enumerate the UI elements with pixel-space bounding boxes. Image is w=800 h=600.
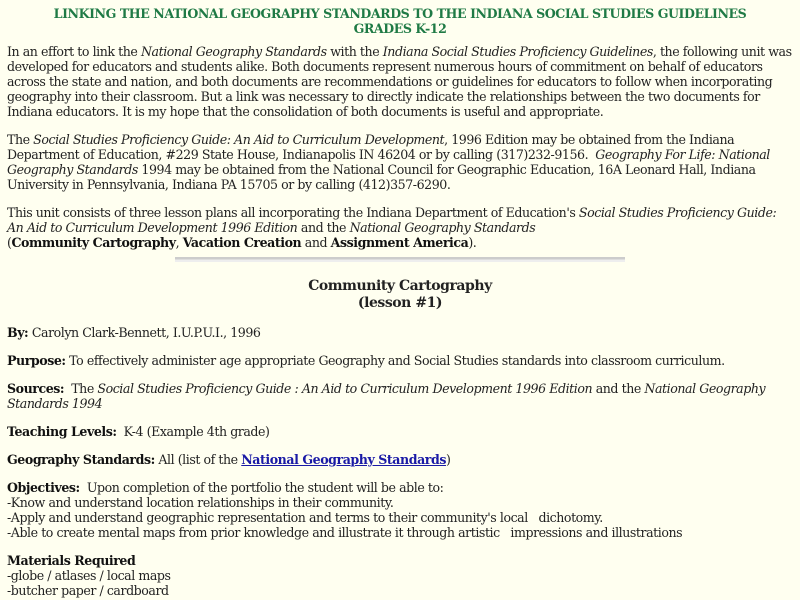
divider (175, 257, 625, 262)
lesson-materials-label: Materials Required (7, 553, 136, 568)
lesson-levels: K-4 (Example 4th grade) (116, 424, 270, 439)
intro-i2: Indiana Social Studies Proficiency Guidelines (382, 44, 653, 59)
national-geography-standards-link[interactable]: National Geography Standards (241, 452, 446, 467)
lesson-geo-t1: All (list of the (154, 452, 242, 467)
unit-para-i2: National Geography Standards (349, 220, 536, 235)
lesson-title: Community Cartography (308, 278, 492, 294)
intro-i1: National Geography Standards (140, 44, 327, 59)
sources-para-i2: Geography For Life: National Geography Standards (7, 147, 770, 177)
lesson-materials (7, 553, 793, 598)
unit-para-t6: ). (468, 235, 477, 250)
intro-paragraph (7, 44, 793, 119)
lesson-by-label: By: (7, 325, 29, 340)
objective-item: -Able to create mental maps from prior knowledge and illustrate it through artistic impressions and illustrations (7, 525, 683, 540)
sources-para-i1: Social Studies Proficiency Guide: An Aid to Curriculum Development (33, 132, 445, 147)
lesson-by: Carolyn Clark-Bennett, I.U.P.U.I., 1996 (28, 325, 261, 340)
unit-para-t2: and the (297, 220, 350, 235)
lesson-geography-standards (7, 452, 793, 467)
lesson-teaching-levels (7, 424, 793, 439)
material-item: -globe / atlases / local maps (7, 568, 171, 583)
unit-para-t5: and (301, 235, 331, 250)
sources-paragraph (7, 132, 793, 192)
unit-para-t4: , (175, 235, 183, 250)
lesson-purpose-label: Purpose: (7, 353, 66, 368)
unit-para-b2: Vacation Creation (182, 235, 302, 250)
objective-item: -Apply and understand geographic representation and terms to their community's local dichotomy. (7, 510, 603, 525)
title-line2: GRADES K-12 (353, 21, 447, 36)
intro-t2: with the (326, 44, 383, 59)
intro-t1: In an effort to link the (7, 44, 141, 59)
lesson-sources-i2: National Geography Standards 1994 (7, 381, 769, 411)
lesson-subtitle: (lesson #1) (357, 295, 443, 311)
material-item: -butcher paper / cardboard (7, 583, 169, 598)
lesson-sources-label: Sources: (7, 381, 65, 396)
lesson-author (7, 325, 793, 340)
objective-item: -Know and understand location relationships in their community. (7, 495, 394, 510)
lesson-title (7, 278, 793, 312)
unit-para-t3: ( (7, 235, 12, 250)
unit-para-t1: This unit consists of three lesson plans all incorporating the Indiana Department of Education's (7, 205, 579, 220)
page-title (7, 6, 793, 36)
lesson-geo-label: Geography Standards: (7, 452, 155, 467)
unit-para-i1: Social Studies Proficiency Guide: An Aid to Curriculum Development 1996 Edition (7, 205, 777, 235)
lesson-geo-t2: ) (445, 452, 451, 467)
intro-t3: , the following unit was developed for educators and students alike. Both documents represent numerous hours of commitment on behalf of educators across the state and nation, and both documents are recommendations or guidelines for educators to follow when incorporating geography into their classroom. But a link was necessary to directly indicate the relationships between the two documents for Indiana educators. It is my hope that the consolidation of both documents is useful and appropriate. (7, 44, 792, 119)
lesson-obj-intro: Upon completion of the portfolio the student will be able to: (79, 480, 444, 495)
title-line1: LINKING THE NATIONAL GEOGRAPHY STANDARDS TO THE INDIANA SOCIAL STUDIES GUIDELINES (53, 6, 747, 21)
sources-para-t2: , 1996 Edition may be obtained from the Indiana Department of Education, #229 State House, Indianapolis IN 46204 or by calling (317)232-9156. (7, 132, 738, 162)
lesson-sources (7, 381, 793, 411)
unit-paragraph (7, 205, 793, 250)
lesson-purpose: To effectively administer age appropriate Geography and Social Studies standards into classroom curriculum. (65, 353, 725, 368)
lesson-objectives (7, 480, 793, 540)
lesson-obj-label: Objectives: (7, 480, 80, 495)
lesson-levels-label: Teaching Levels: (7, 424, 117, 439)
unit-para-b1: Community Cartography (11, 235, 176, 250)
sources-para-t1: The (7, 132, 34, 147)
lesson-sources-t2: and the (592, 381, 645, 396)
unit-para-b3: Assignment America (330, 235, 469, 250)
lesson-purpose (7, 353, 793, 368)
lesson-sources-i1: Social Studies Proficiency Guide : An Aid to Curriculum Development 1996 Edition (97, 381, 593, 396)
sources-para-t3: 1994 may be obtained from the National Council for Geographic Education, 16A Leonard Hall, Indiana University in Pennsylvania, Indiana PA 15705 or by calling (412)357-6290. (7, 162, 756, 192)
lesson-sources-t1: The (64, 381, 98, 396)
